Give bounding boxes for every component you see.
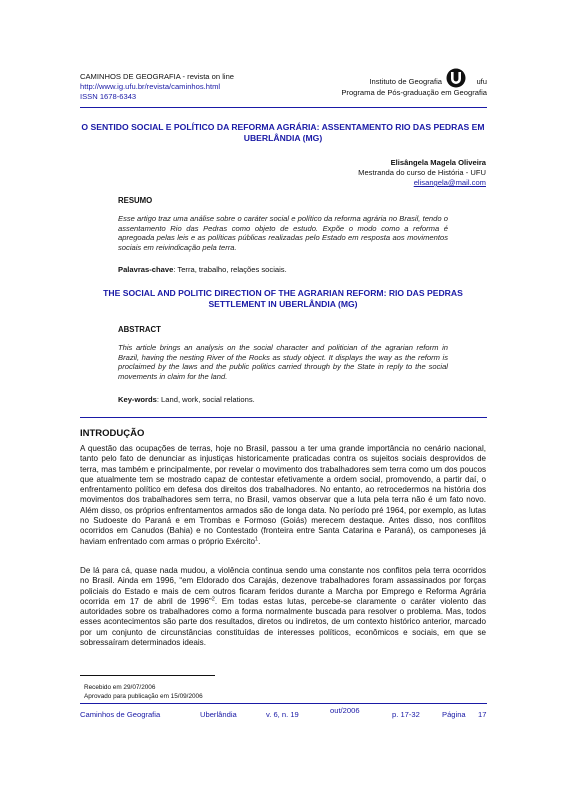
header-divider xyxy=(80,107,487,108)
received-date: Recebido em 29/07/2006 xyxy=(84,684,156,691)
footer-pages: p. 17-32 xyxy=(392,710,420,719)
author-email-link[interactable]: elisangela@mail.com xyxy=(413,178,486,187)
institute-info xyxy=(287,68,487,102)
footer-journal: Caminhos de Geografia xyxy=(80,710,161,719)
article-title-pt: O SENTIDO SOCIAL E POLÍTICO DA REFORMA AGRÁRIA: ASSENTAMENTO RIO DAS PEDRAS EM UBERLÂNDIA (MG) xyxy=(81,122,485,143)
author-block xyxy=(358,158,486,188)
footnote-ref-2[interactable]: 2 xyxy=(211,596,215,603)
footnote-ref-1[interactable]: 1 xyxy=(255,535,259,542)
footer-page-number: 17 xyxy=(478,710,487,719)
keywords xyxy=(118,395,255,404)
paragraph-1-text: A questão das ocupações de terras, hoje no Brasil, passou a ter uma grande importância no cenário nacional, tanto pelo fato de denunciar as injustiças historicamente praticadas contra os sujeitos sociais desprovidos de terra, mas também e principalmente, por revelar o movimento dos trabalhadores sem terra como um dos poucos que atualmente tem se mostrado capaz de contestar efetivamente a ordem social, promovendo, a partir daí, o enfrentamento político em defesa dos direitos dos trabalhadores. No entanto, ao retrocedermos na história dos movimentos dos trabalhadores sem terra, no Brasil, vamos observar que a luta pela terra não é um fato novo. Além disso, os próprios enfrentamentos armados são de longa data. No período pré 1964, por exemplo, as lutas no Sudoeste do Paraná e em Trombas e Formoso (Goiás) merecem destaque. Antes disso, nos conflitos ocorridos em Canudos (Bahia) e no Contestado (fronteira entre Santa Catarina e Paraná), os camponeses já haviam enfrentado com armas o próprio Exército xyxy=(80,444,486,546)
paragraph-1-end: . xyxy=(258,536,261,546)
footer-date: out/2006 xyxy=(330,706,360,715)
keywords-label: Key-words xyxy=(118,395,157,404)
approved-date: Aprovado para publicação em 15/09/2006 xyxy=(84,693,203,700)
abstract-text: This article brings an analysis on the social character and politician of the agrarian reform in Brazil, having the nesting River of the Rocks as study object. It displays the way as the reform is proclaimed by the laws and the public politics carried through by the State in reply to the social movements in claim for the land. xyxy=(118,343,448,381)
paragraph-2-text-b: . Em todas estas lutas, percebe-se claramente o caráter violento das autoridades sobre os trabalhadores como a forma normalmente buscada para resolver o problema. Mas, todos esses acontecimentos são parte dos resultados, diretos ou indiretos, de um contexto histórico anterior, marcado por um conjunto de circunstâncias constituídas de interesses políticos, econômicos e sociais, em que se sobressaíram determinados ideais. xyxy=(80,596,486,648)
footnote-divider xyxy=(80,675,215,676)
footer-city: Uberlândia xyxy=(200,710,237,719)
resumo-heading: RESUMO xyxy=(118,196,153,205)
palavras-chave-label: Palavras-chave xyxy=(118,265,174,274)
paragraph-2-text-a: De lá para cá, quase nada mudou, a violência continua sendo uma constante nos conflitos pela terra ocorridos no Brasil. Ainda em 1996, “em Eldorado dos Carajás, dezenove trabalhadores foram assassinados por forças policiais do Estado e mais de cem outros ficaram feridos durante a Marcha por Emprego e Reforma Agrária ocorrida em 17 de abril de 1996” xyxy=(80,566,486,606)
keywords-text: : Land, work, social relations. xyxy=(156,395,255,404)
abstract-divider xyxy=(80,417,487,418)
journal-url[interactable]: http://www.ig.ufu.br/revista/caminhos.html xyxy=(80,82,221,91)
article-title-en: THE SOCIAL AND POLITIC DIRECTION OF THE AGRARIAN REFORM: RIO DAS PEDRAS SETTLEMENT IN UBERLÂNDIA (MG) xyxy=(103,288,463,309)
journal-issn: ISSN 1678-6343 xyxy=(80,92,137,101)
palavras-chave xyxy=(118,265,287,274)
resumo-text: Esse artigo traz uma análise sobre o caráter social e político da reforma agrária no Brasil, tendo o assentamento Rio das Pedras como objeto de estudo. Expõe o modo como a reforma é apregoada pelas leis e as políticas públicas realizadas pelo Estado em resposta aos movimentos sociais em reivindicação pela terra. xyxy=(118,214,448,252)
palavras-chave-text: : Terra, trabalho, relações sociais. xyxy=(173,265,287,274)
author-affiliation: Mestranda do curso de História - UFU xyxy=(358,168,486,177)
author-name: Elisângela Magela Oliveira xyxy=(390,158,486,167)
footer-divider xyxy=(80,703,487,704)
ufu-logo-icon xyxy=(445,68,467,88)
abstract-heading: ABSTRACT xyxy=(118,325,161,334)
journal-info xyxy=(80,72,234,102)
institute-name: Instituto de Geografia xyxy=(369,77,442,86)
ufu-label: ufu xyxy=(476,77,487,86)
footer-page-label: Página xyxy=(442,710,466,719)
footer-volume: v. 6, n. 19 xyxy=(266,710,299,719)
program-name: Programa de Pós-graduação em Geografia xyxy=(341,88,487,97)
intro-paragraph-2 xyxy=(80,566,486,648)
intro-paragraph-1 xyxy=(80,444,486,547)
journal-name: CAMINHOS DE GEOGRAFIA - revista on line xyxy=(80,72,235,81)
intro-heading: INTRODUÇÃO xyxy=(80,428,145,439)
